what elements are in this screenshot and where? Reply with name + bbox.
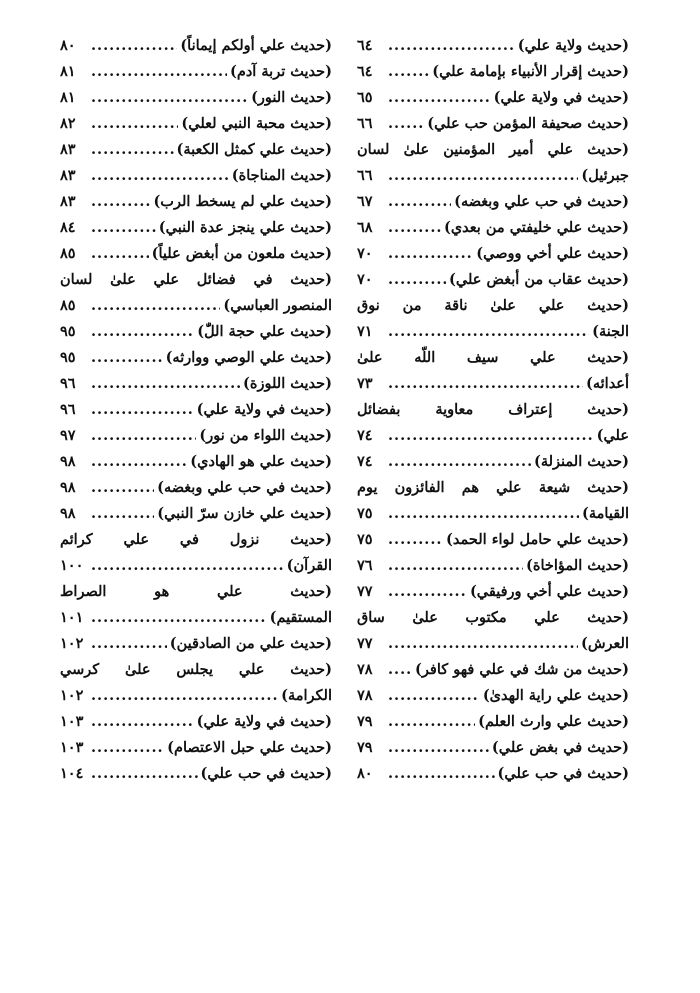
page-number: ١٠٠ xyxy=(60,557,84,574)
entry-title: (حديث علي وارث العلم) xyxy=(478,713,629,730)
index-entry xyxy=(60,137,332,163)
entry-title: (حديث ملعون من أبغض علياً) xyxy=(151,245,332,262)
index-entry xyxy=(60,579,332,605)
leader-dots xyxy=(91,371,240,397)
index-entry xyxy=(357,111,629,137)
page-number: ٧٥ xyxy=(357,505,373,522)
entry-title: (حديث علي علىٰ ناقة من نوق xyxy=(357,297,629,314)
entry-title: (حديث في ولاية علي) xyxy=(196,713,332,730)
entry-title: (حديث علي مكتوب علىٰ ساق xyxy=(357,609,629,626)
leader-dots xyxy=(91,397,194,423)
leader-dots xyxy=(388,631,578,657)
page-number: ٩٨ xyxy=(60,479,76,496)
page-number: ٧٩ xyxy=(357,739,373,756)
entry-title: (حديث نزول في علي كرائم xyxy=(60,531,332,548)
index-entry xyxy=(357,59,629,85)
entry-title: (حديث علي أمير المؤمنين علىٰ لسان xyxy=(357,141,629,158)
index-entry xyxy=(60,345,332,371)
index-entry xyxy=(60,709,332,735)
leader-dots xyxy=(388,371,583,397)
entry-title: (حديث علي هو الهادي) xyxy=(190,453,332,470)
leader-dots xyxy=(388,319,589,345)
index-entry xyxy=(60,449,332,475)
index-entry xyxy=(357,709,629,735)
leader-dots xyxy=(91,605,267,631)
entry-title: (حديث في ولاية علي) xyxy=(493,89,629,106)
leader-dots xyxy=(91,761,198,787)
index-entry xyxy=(357,657,629,683)
entry-title: (حديث علي هو الصراط xyxy=(60,583,332,600)
page-number: ٧٧ xyxy=(357,583,373,600)
entry-title: (حديث علي حامل لواء الحمد) xyxy=(446,531,629,548)
page-number: ١٠٣ xyxy=(60,739,84,756)
page-number: ٨٤ xyxy=(60,219,76,236)
entry-title: (حديث علي من الصادقين) xyxy=(169,635,332,652)
index-entry xyxy=(357,137,629,163)
page-number: ٨٣ xyxy=(60,167,76,184)
index-entry xyxy=(357,371,629,397)
entry-title: أعدائه) xyxy=(586,375,629,392)
index-entry xyxy=(60,319,332,345)
entry-title: (حديث ولاية علي) xyxy=(517,37,629,54)
entry-title: (حديث علي أولكم إيماناً) xyxy=(180,37,332,54)
entry-title: علي) xyxy=(596,427,629,444)
leader-dots xyxy=(91,163,229,189)
left-column xyxy=(60,33,332,787)
leader-dots xyxy=(388,709,475,735)
page-number: ٦٤ xyxy=(357,63,373,80)
leader-dots xyxy=(388,683,480,709)
leader-dots xyxy=(388,657,412,683)
index-entry xyxy=(60,33,332,59)
index-entry xyxy=(60,423,332,449)
index-entry xyxy=(357,215,629,241)
leader-dots xyxy=(388,111,424,137)
entry-title: (حديث علي خليفتي من بعدي) xyxy=(443,219,629,236)
entry-title: (حديث في ولاية علي) xyxy=(196,401,332,418)
entry-title: (حديث في حب علي وبغضه) xyxy=(454,193,629,210)
page-number: ٨٥ xyxy=(60,297,76,314)
index-entry xyxy=(60,475,332,501)
leader-dots xyxy=(388,241,473,267)
index-entry xyxy=(60,241,332,267)
entry-title: (حديث المؤاخاة) xyxy=(526,557,629,574)
page-number: ٨٥ xyxy=(60,245,76,262)
index-entry xyxy=(60,605,332,631)
page-number: ٩٦ xyxy=(60,401,76,418)
index-entry xyxy=(357,527,629,553)
entry-title: (حديث النور) xyxy=(251,89,332,106)
entry-title: (حديث علي كمثل الكعبة) xyxy=(176,141,332,158)
entry-title: (حديث في فضائل علي علىٰ لسان xyxy=(60,271,332,288)
leader-dots xyxy=(91,293,220,319)
index-entry xyxy=(60,85,332,111)
page-number: ٩٨ xyxy=(60,505,76,522)
page-number: ٩٧ xyxy=(60,427,76,444)
index-entry xyxy=(357,33,629,59)
page-number: ٧٤ xyxy=(357,453,373,470)
leader-dots xyxy=(91,319,194,345)
entry-title: (حديث علي حجة اللّٰ) xyxy=(197,323,332,340)
page-number: ٧٧ xyxy=(357,635,373,652)
page-number: ٨١ xyxy=(60,63,76,80)
index-entry xyxy=(60,631,332,657)
index-entry xyxy=(60,527,332,553)
page-number: ١٠١ xyxy=(60,609,84,626)
index-entry xyxy=(60,371,332,397)
entry-title: جبرئيل) xyxy=(581,167,629,184)
leader-dots xyxy=(91,345,163,371)
index-entry xyxy=(60,735,332,761)
entry-title: القيامة) xyxy=(582,505,629,522)
entry-title: (حديث اللوزة) xyxy=(243,375,332,392)
leader-dots xyxy=(388,267,446,293)
page-number: ١٠٤ xyxy=(60,765,84,782)
leader-dots xyxy=(388,163,578,189)
entry-title: (حديث شيعة علي هم الفائزون يوم xyxy=(357,479,629,496)
page-number: ٨٢ xyxy=(60,115,76,132)
leader-dots xyxy=(388,553,523,579)
leader-dots xyxy=(388,735,489,761)
entry-title: (حديث في حب علي وبغضه) xyxy=(157,479,332,496)
leader-dots xyxy=(91,501,154,527)
entry-title: (حديث إقرار الأنبياء بإمامة علي) xyxy=(432,63,629,80)
leader-dots xyxy=(91,137,174,163)
entry-title: (حديث اللواء من نور) xyxy=(199,427,332,444)
leader-dots xyxy=(91,631,167,657)
index-entry xyxy=(357,683,629,709)
index-entry xyxy=(357,579,629,605)
index-entry xyxy=(60,657,332,683)
index-entry xyxy=(60,397,332,423)
page-number: ٧٦ xyxy=(357,557,373,574)
index-entry xyxy=(60,683,332,709)
index-entry xyxy=(357,293,629,319)
leader-dots xyxy=(91,423,196,449)
leader-dots xyxy=(388,501,579,527)
leader-dots xyxy=(91,683,278,709)
page-number: ٩٦ xyxy=(60,375,76,392)
page-number: ٩٥ xyxy=(60,349,76,366)
page-number: ٦٥ xyxy=(357,89,373,106)
leader-dots xyxy=(388,215,441,241)
leader-dots xyxy=(388,449,531,475)
leader-dots xyxy=(91,59,227,85)
entry-title: المستقيم) xyxy=(269,609,332,626)
leader-dots xyxy=(91,111,178,137)
entry-title: (حديث علي راية الهدىٰ) xyxy=(482,687,629,704)
entry-title: (حديث من شك في علي فهو كافر) xyxy=(415,661,629,678)
entry-title: (حديث صحيفة المؤمن حب علي) xyxy=(427,115,629,132)
page-number: ٨٠ xyxy=(357,765,373,782)
entry-title: (حديث علي حبل الاعتصام) xyxy=(167,739,332,756)
index-entry xyxy=(357,397,629,423)
page-number: ٩٥ xyxy=(60,323,76,340)
index-entry xyxy=(357,449,629,475)
leader-dots xyxy=(91,85,248,111)
leader-dots xyxy=(91,735,164,761)
page-number: ٧٠ xyxy=(357,271,373,288)
index-entry xyxy=(60,293,332,319)
page-number: ٩٨ xyxy=(60,453,76,470)
index-entry xyxy=(357,189,629,215)
index-entry xyxy=(357,553,629,579)
entry-title: (حديث علي خازن سرّ النبي) xyxy=(157,505,332,522)
page-number: ٨٣ xyxy=(60,141,76,158)
index-entry xyxy=(357,163,629,189)
right-column xyxy=(357,33,629,787)
entry-title: (حديث تربة آدم) xyxy=(230,63,332,80)
page-number: ٦٤ xyxy=(357,37,373,54)
index-entry xyxy=(60,267,332,293)
entry-title: (حديث علي الوصي ووارثه) xyxy=(165,349,332,366)
leader-dots xyxy=(91,709,194,735)
index-entry xyxy=(357,423,629,449)
leader-dots xyxy=(91,475,154,501)
index-entry xyxy=(60,111,332,137)
index-entry xyxy=(357,319,629,345)
index-entry xyxy=(60,553,332,579)
leader-dots xyxy=(91,215,156,241)
index-entry xyxy=(357,501,629,527)
entry-title: القرآن) xyxy=(286,557,332,574)
index-entry xyxy=(357,735,629,761)
page-number: ٨٣ xyxy=(60,193,76,210)
page-number: ٧٠ xyxy=(357,245,373,262)
entry-title: (حديث في حب علي) xyxy=(200,765,332,782)
index-entry xyxy=(60,215,332,241)
index-entry xyxy=(357,345,629,371)
leader-dots xyxy=(388,761,495,787)
page-number: ٨٠ xyxy=(60,37,76,54)
leader-dots xyxy=(91,33,177,59)
entry-title: (حديث إعتراف معاوية بفضائل xyxy=(357,401,629,418)
leader-dots xyxy=(388,33,515,59)
leader-dots xyxy=(388,579,467,605)
page-number: ٦٨ xyxy=(357,219,373,236)
page-number: ٧٩ xyxy=(357,713,373,730)
page-number: ٧٨ xyxy=(357,687,373,704)
entry-title: (حديث علي أخي ورفيقي) xyxy=(469,583,629,600)
leader-dots xyxy=(388,527,443,553)
index-entry xyxy=(60,189,332,215)
entry-title: الجنة) xyxy=(592,323,629,340)
entry-title: (حديث علي يجلس علىٰ كرسي xyxy=(60,661,332,678)
entry-title: (حديث في بغض علي) xyxy=(491,739,629,756)
entry-title: (حديث محبة النبي لعلي) xyxy=(181,115,332,132)
index-entry xyxy=(357,631,629,657)
entry-title: (حديث في حب علي) xyxy=(497,765,629,782)
leader-dots xyxy=(388,59,429,85)
index-entry xyxy=(357,605,629,631)
leader-dots xyxy=(91,189,150,215)
page-number: ٦٧ xyxy=(357,193,373,210)
page-number: ٦٦ xyxy=(357,115,373,132)
page-number: ٧٥ xyxy=(357,531,373,548)
index-entry xyxy=(357,761,629,787)
entry-title: الكرامة) xyxy=(281,687,332,704)
index-entry xyxy=(357,241,629,267)
entry-title: المنصور العباسي) xyxy=(223,297,332,314)
index-entry xyxy=(60,163,332,189)
page-number: ٧٨ xyxy=(357,661,373,678)
entry-title: (حديث علي لم يسخط الرب) xyxy=(153,193,332,210)
entry-title: (حديث المناجاة) xyxy=(231,167,332,184)
page-number: ٧٣ xyxy=(357,375,373,392)
index-entry xyxy=(357,85,629,111)
entry-title: (حديث علي ينجز عدة النبي) xyxy=(158,219,332,236)
leader-dots xyxy=(91,449,187,475)
entry-title: (حديث علي أخي ووصي) xyxy=(476,245,629,262)
index-entry xyxy=(60,501,332,527)
entry-title: (حديث علي سيف اللّه علىٰ xyxy=(357,349,629,366)
index-entry xyxy=(357,475,629,501)
page-number: ٦٦ xyxy=(357,167,373,184)
entry-title: (حديث عقاب من أبغض علي) xyxy=(449,271,629,288)
page-number: ٧١ xyxy=(357,323,373,340)
index-entry xyxy=(60,761,332,787)
page-number: ١٠٢ xyxy=(60,687,84,704)
leader-dots xyxy=(388,189,451,215)
leader-dots xyxy=(388,423,594,449)
entry-title: العرش) xyxy=(580,635,629,652)
page-number: ١٠٢ xyxy=(60,635,84,652)
page-number: ٧٤ xyxy=(357,427,373,444)
page-number: ١٠٣ xyxy=(60,713,84,730)
index-entry xyxy=(60,59,332,85)
entry-title: (حديث المنزلة) xyxy=(533,453,629,470)
leader-dots xyxy=(91,241,149,267)
page-number: ٨١ xyxy=(60,89,76,106)
index-entry xyxy=(357,267,629,293)
leader-dots xyxy=(388,85,491,111)
leader-dots xyxy=(91,553,284,579)
